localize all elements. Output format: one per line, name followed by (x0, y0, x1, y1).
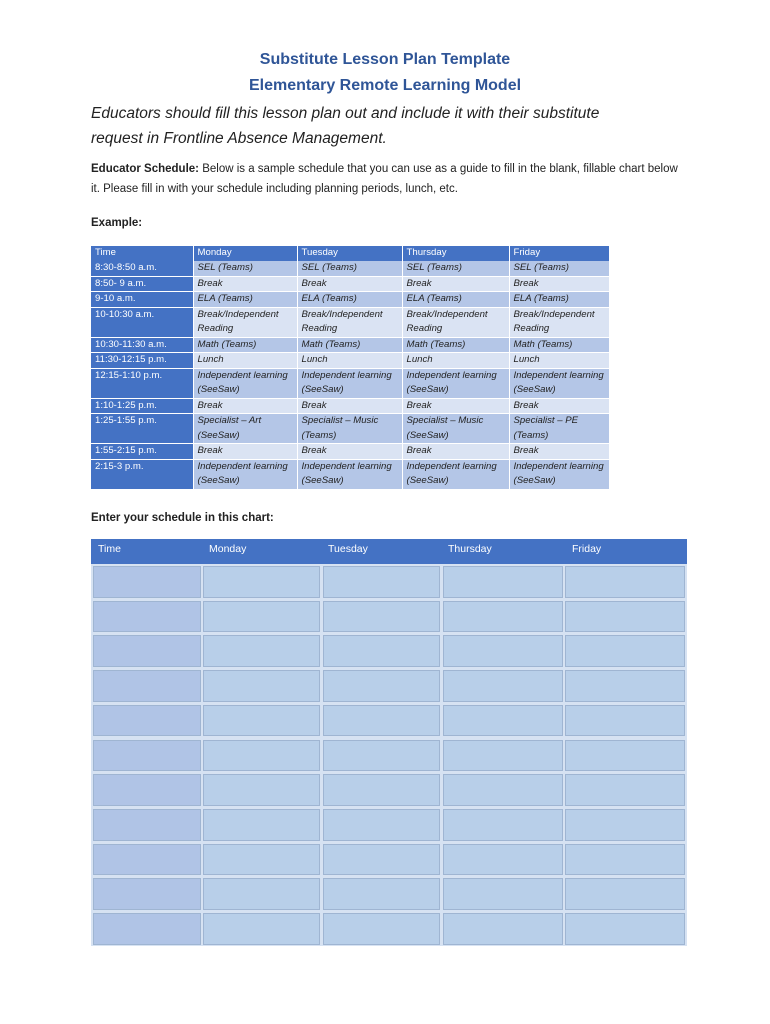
fillable-activity-field[interactable] (565, 740, 685, 772)
example-table-row (91, 414, 609, 444)
fillable-activity-field[interactable] (565, 566, 685, 598)
example-activity-cell: Lunch (297, 353, 402, 369)
example-activity-cell: SEL (Teams) (193, 261, 297, 276)
schedule-paragraph (91, 159, 681, 199)
fillable-chart-header (91, 539, 687, 564)
example-activity-cell: SEL (Teams) (297, 261, 402, 276)
example-activity-cell: Lunch (193, 353, 297, 369)
example-activity-cell: Math (Teams) (509, 337, 609, 353)
example-activity-cell: Specialist – Music (Teams) (297, 414, 402, 444)
example-header-cell: Time (91, 246, 193, 261)
fillable-activity-field[interactable] (443, 705, 563, 737)
example-time-cell: 2:15-3 p.m. (91, 459, 193, 489)
example-table-row (91, 292, 609, 308)
example-table-row (91, 368, 609, 398)
fillable-time-field[interactable] (93, 913, 201, 945)
example-table-row (91, 459, 609, 489)
example-table-row (91, 398, 609, 414)
example-activity-cell: Break/Independent Reading (193, 307, 297, 337)
fillable-activity-field[interactable] (443, 913, 563, 945)
fillable-activity-field[interactable] (565, 774, 685, 806)
example-activity-cell: Break (297, 444, 402, 460)
example-activity-cell: Math (Teams) (402, 337, 509, 353)
fillable-activity-field[interactable] (443, 878, 563, 910)
example-activity-cell: Independent learning (SeeSaw) (297, 368, 402, 398)
fillable-time-field[interactable] (93, 635, 201, 667)
fillable-activity-field[interactable] (565, 913, 685, 945)
fillable-activity-field[interactable] (565, 670, 685, 702)
example-activity-cell: Independent learning (SeeSaw) (193, 368, 297, 398)
fillable-activity-field[interactable] (203, 670, 320, 702)
fillable-time-field[interactable] (93, 809, 201, 841)
fill-header-friday: Friday (572, 543, 602, 555)
example-activity-cell: Break (402, 276, 509, 292)
fillable-activity-field[interactable] (203, 601, 320, 633)
example-activity-cell: Break (509, 398, 609, 414)
fillable-activity-field[interactable] (323, 913, 440, 945)
fillable-activity-field[interactable] (323, 566, 440, 598)
fillable-chart-body (91, 564, 687, 946)
example-activity-cell: Independent learning (SeeSaw) (193, 459, 297, 489)
example-activity-cell: Specialist – Music (SeeSaw) (402, 414, 509, 444)
intro-text: Educators should fill this lesson plan out and include it with their substitute request in Frontline Absence Management. (91, 105, 600, 147)
example-time-cell: 8:30-8:50 a.m. (91, 261, 193, 276)
fillable-time-field[interactable] (93, 566, 201, 598)
example-activity-cell: Math (Teams) (297, 337, 402, 353)
fillable-activity-field[interactable] (323, 740, 440, 772)
example-header-cell: Friday (509, 246, 609, 261)
fillable-activity-field[interactable] (203, 844, 320, 876)
fillable-activity-field[interactable] (443, 774, 563, 806)
fillable-activity-field[interactable] (203, 774, 320, 806)
page-title-line1: Substitute Lesson Plan Template (259, 51, 511, 68)
example-activity-cell: ELA (Teams) (402, 292, 509, 308)
fillable-activity-field[interactable] (443, 566, 563, 598)
example-activity-cell: Independent learning (SeeSaw) (297, 459, 402, 489)
fillable-activity-field[interactable] (323, 774, 440, 806)
fillable-activity-field[interactable] (203, 878, 320, 910)
example-time-cell: 1:55-2:15 p.m. (91, 444, 193, 460)
example-activity-cell: Break (297, 276, 402, 292)
fill-header-thursday: Thursday (448, 543, 492, 555)
fillable-activity-field[interactable] (565, 601, 685, 633)
example-header-row (91, 246, 609, 261)
fillable-activity-field[interactable] (443, 670, 563, 702)
example-table-row (91, 276, 609, 292)
schedule-heading: Educator Schedule: (91, 163, 199, 175)
example-activity-cell: Break (402, 398, 509, 414)
example-time-cell: 9-10 a.m. (91, 292, 193, 308)
fillable-activity-field[interactable] (203, 566, 320, 598)
fillable-activity-field[interactable] (565, 705, 685, 737)
example-schedule-table (91, 246, 610, 490)
example-activity-cell: Break (297, 398, 402, 414)
example-activity-cell: Break/Independent Reading (509, 307, 609, 337)
example-table-row (91, 444, 609, 460)
example-table-row (91, 307, 609, 337)
enter-schedule-label: Enter your schedule in this chart: (91, 512, 274, 524)
fillable-activity-field[interactable] (323, 809, 440, 841)
example-time-cell: 1:10-1:25 p.m. (91, 398, 193, 414)
fillable-activity-field[interactable] (203, 740, 320, 772)
fillable-activity-field[interactable] (565, 844, 685, 876)
example-header-cell: Tuesday (297, 246, 402, 261)
example-activity-cell: Break/Independent Reading (402, 307, 509, 337)
example-activity-cell: Lunch (509, 353, 609, 369)
fillable-activity-field[interactable] (203, 635, 320, 667)
fillable-activity-field[interactable] (203, 913, 320, 945)
example-table-row (91, 337, 609, 353)
fillable-activity-field[interactable] (443, 740, 563, 772)
example-header-cell: Monday (193, 246, 297, 261)
fillable-time-field[interactable] (93, 705, 201, 737)
fillable-activity-field[interactable] (565, 635, 685, 667)
example-activity-cell: SEL (Teams) (402, 261, 509, 276)
example-table-row (91, 261, 609, 276)
fillable-activity-field[interactable] (443, 601, 563, 633)
fillable-time-field[interactable] (93, 844, 201, 876)
fillable-activity-field[interactable] (565, 809, 685, 841)
example-activity-cell: Independent learning (SeeSaw) (509, 459, 609, 489)
example-activity-cell: SEL (Teams) (509, 261, 609, 276)
fillable-activity-field[interactable] (565, 878, 685, 910)
example-activity-cell: Math (Teams) (193, 337, 297, 353)
example-time-cell: 8:50- 9 a.m. (91, 276, 193, 292)
fillable-activity-field[interactable] (203, 705, 320, 737)
example-time-cell: 10-10:30 a.m. (91, 307, 193, 337)
fillable-time-field[interactable] (93, 878, 201, 910)
example-activity-cell: ELA (Teams) (193, 292, 297, 308)
example-activity-cell: Independent learning (SeeSaw) (402, 459, 509, 489)
example-activity-cell: Specialist – Art (SeeSaw) (193, 414, 297, 444)
fillable-activity-field[interactable] (443, 635, 563, 667)
fillable-activity-field[interactable] (323, 670, 440, 702)
fillable-activity-field[interactable] (323, 601, 440, 633)
example-time-cell: 1:25-1:55 p.m. (91, 414, 193, 444)
fillable-time-field[interactable] (93, 601, 201, 633)
fillable-activity-field[interactable] (443, 809, 563, 841)
schedule-text: Below is a sample schedule that you can use as a guide to fill in the blank, fillable chart below it. Please fill in with your schedule including planning periods, lunch, etc. (91, 163, 678, 195)
example-activity-cell: Independent learning (SeeSaw) (402, 368, 509, 398)
fillable-activity-field[interactable] (323, 844, 440, 876)
example-activity-cell: ELA (Teams) (509, 292, 609, 308)
fillable-activity-field[interactable] (323, 705, 440, 737)
example-time-cell: 12:15-1:10 p.m. (91, 368, 193, 398)
fillable-activity-field[interactable] (323, 635, 440, 667)
example-activity-cell: Break (193, 444, 297, 460)
fillable-activity-field[interactable] (203, 809, 320, 841)
example-time-cell: 10:30-11:30 a.m. (91, 337, 193, 353)
example-activity-cell: Break (402, 444, 509, 460)
example-activity-cell: Break (509, 276, 609, 292)
example-activity-cell: Break (193, 276, 297, 292)
example-activity-cell: Break/Independent Reading (297, 307, 402, 337)
example-activity-cell: Independent learning (SeeSaw) (509, 368, 609, 398)
example-activity-cell: Break (509, 444, 609, 460)
example-activity-cell: Lunch (402, 353, 509, 369)
example-activity-cell: Break (193, 398, 297, 414)
page-title-line2: Elementary Remote Learning Model (248, 77, 522, 94)
example-label: Example: (91, 217, 143, 229)
example-time-cell: 11:30-12:15 p.m. (91, 353, 193, 369)
fillable-time-field[interactable] (93, 740, 201, 772)
fillable-time-field[interactable] (93, 774, 201, 806)
example-header-cell: Thursday (402, 246, 509, 261)
fill-header-monday: Monday (209, 543, 247, 555)
example-table-row (91, 353, 609, 369)
fill-header-time: Time (98, 543, 121, 555)
fillable-activity-field[interactable] (323, 878, 440, 910)
fillable-activity-field[interactable] (443, 844, 563, 876)
example-activity-cell: Specialist – PE (Teams) (509, 414, 609, 444)
fillable-time-field[interactable] (93, 670, 201, 702)
example-activity-cell: ELA (Teams) (297, 292, 402, 308)
fill-header-tuesday: Tuesday (328, 543, 368, 555)
